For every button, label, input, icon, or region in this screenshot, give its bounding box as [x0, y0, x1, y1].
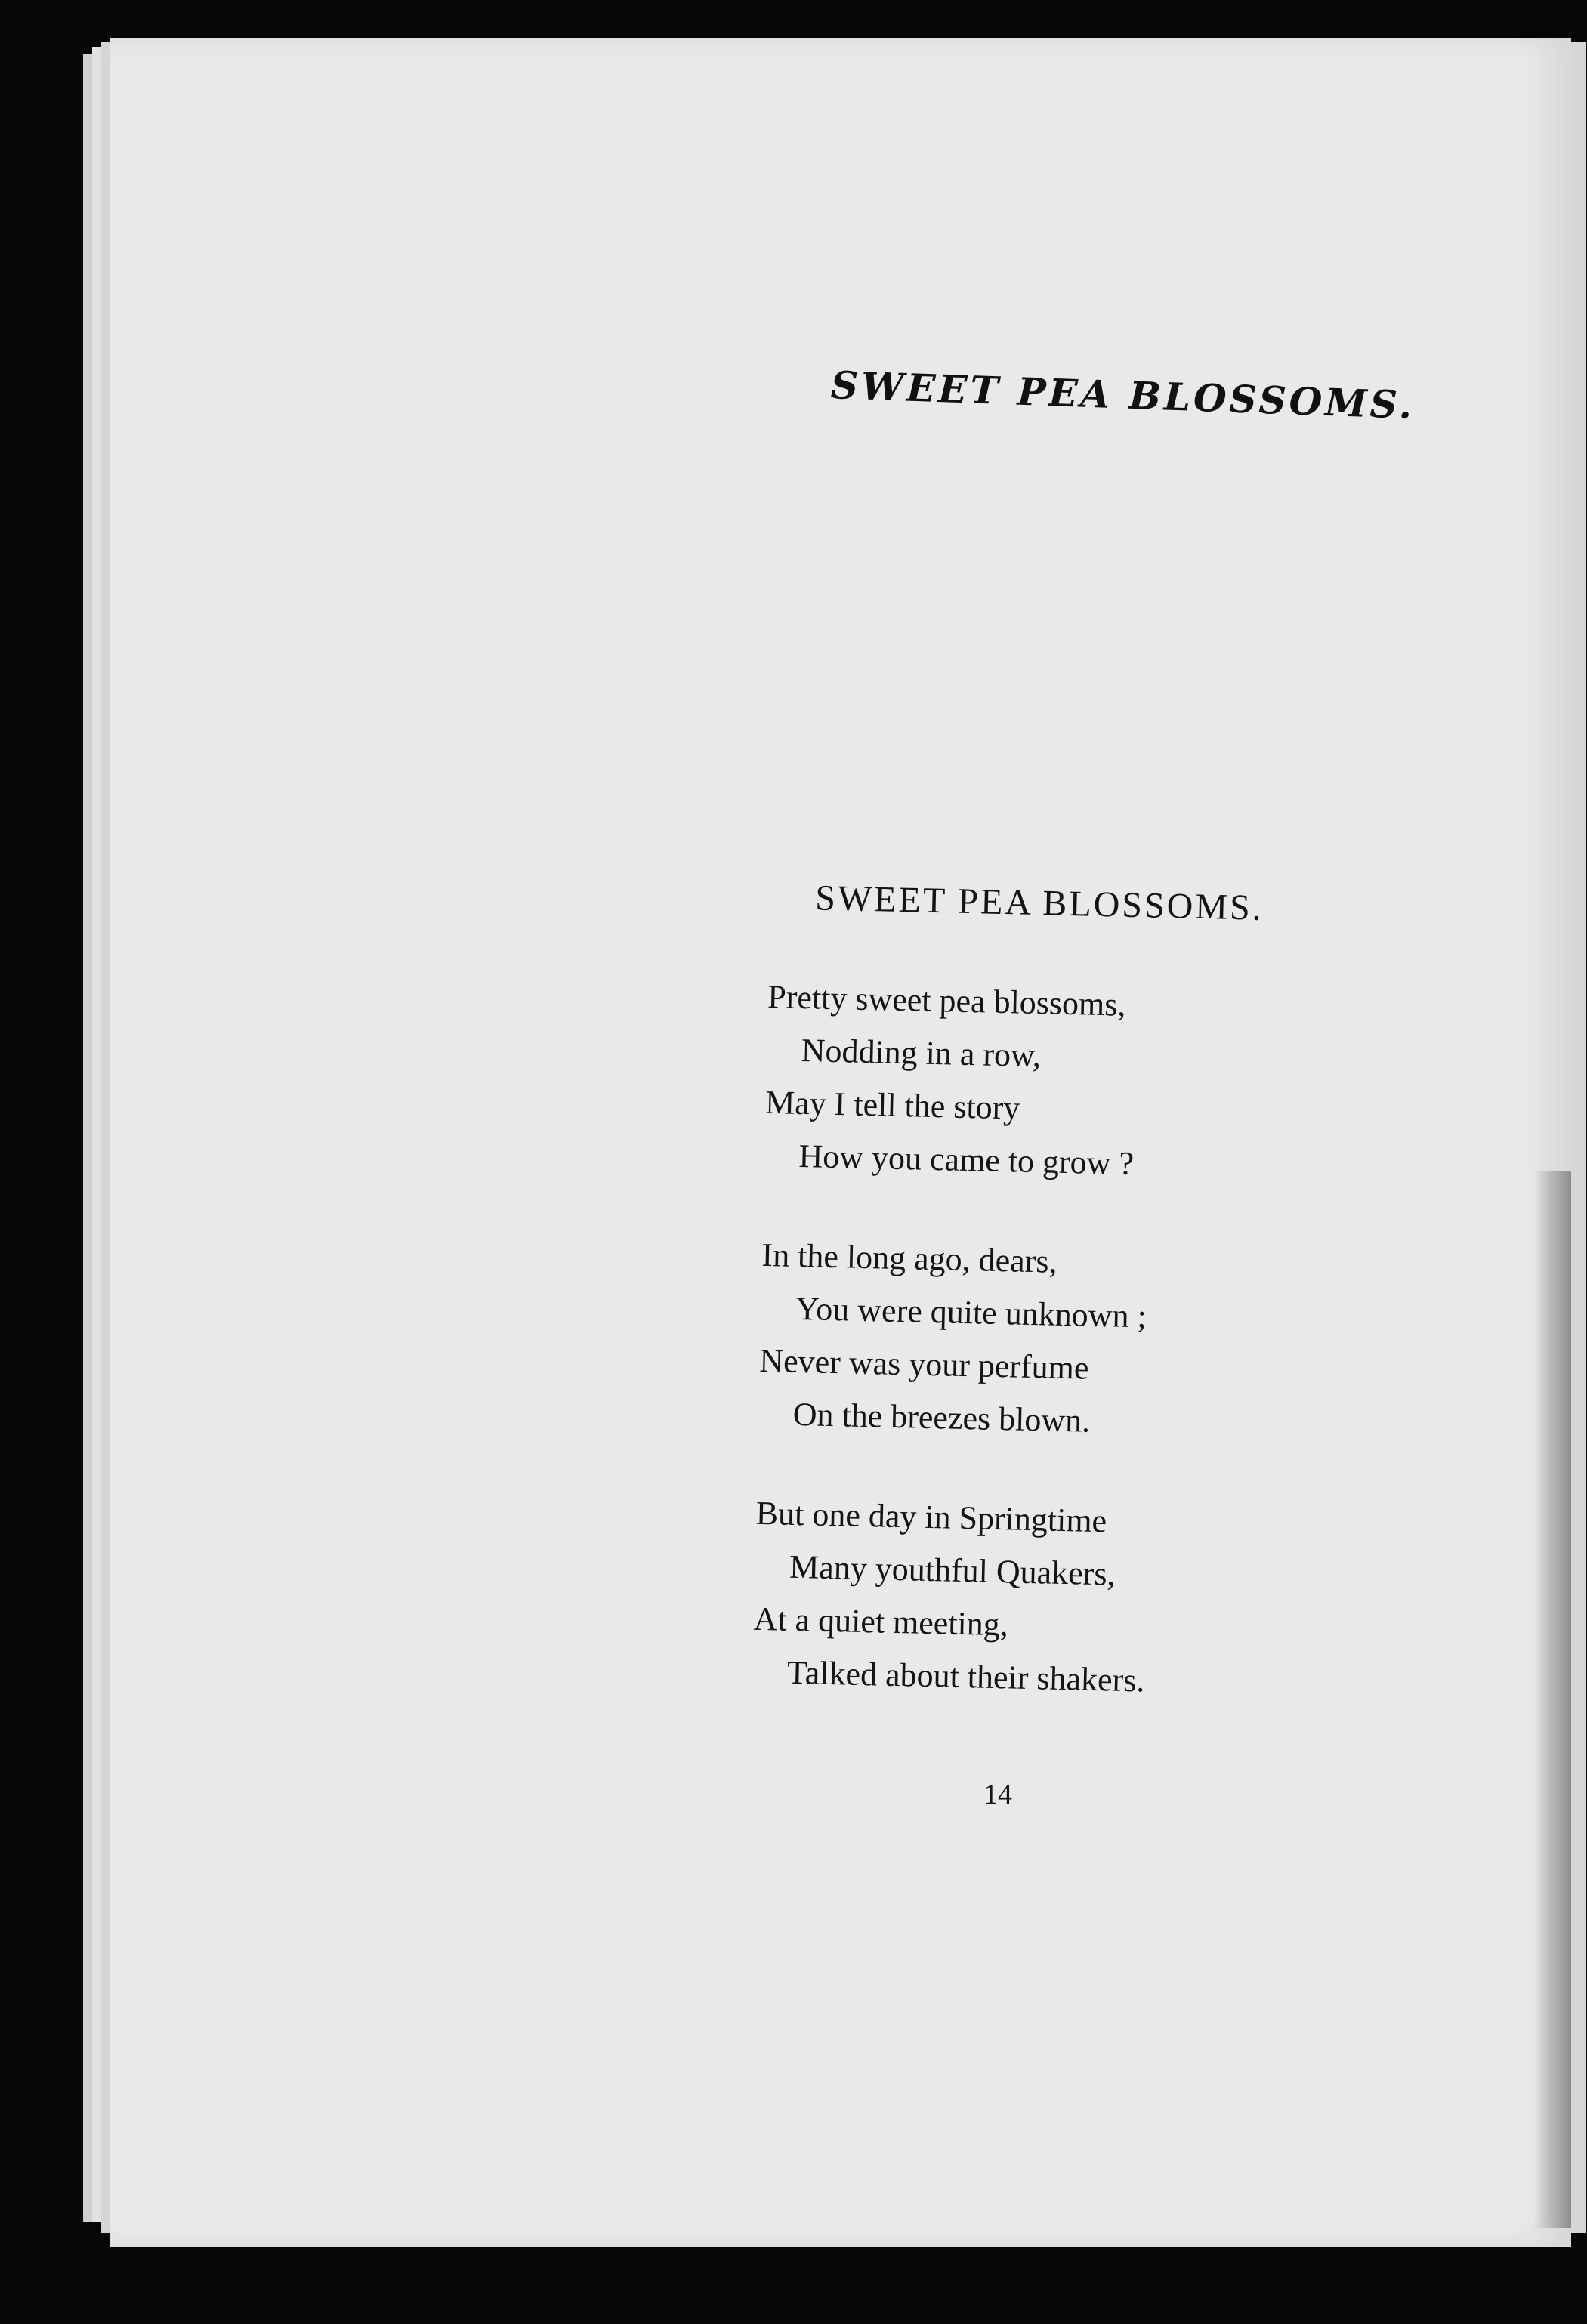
poem-line: May I tell the story	[764, 1083, 1020, 1127]
stanza	[752, 1487, 1330, 1711]
poem-line: Many youthful Quakers,	[789, 1548, 1116, 1593]
poem-line: Never was your perfume	[758, 1341, 1090, 1387]
poem-line: Talked about their shakers.	[786, 1653, 1145, 1699]
poem-line: How you came to grow ?	[798, 1137, 1135, 1183]
poem-line: Pretty sweet pea blossoms,	[767, 977, 1126, 1023]
page-number: 14	[983, 1779, 1012, 1810]
poem-line: On the breezes blown.	[792, 1395, 1091, 1440]
poem-line: But one day in Springtime	[755, 1494, 1107, 1540]
poem-line: At a quiet meeting,	[753, 1600, 1009, 1643]
poem	[751, 876, 1345, 1758]
stanza	[764, 971, 1342, 1195]
page-shadow	[1533, 1171, 1571, 2228]
stanza	[758, 1229, 1336, 1453]
poem-line: You were quite unknown ;	[795, 1289, 1147, 1335]
poem-title: SWEET PEA BLOSSOMS.	[814, 878, 1264, 928]
poem-line: Nodding in a row,	[801, 1031, 1042, 1075]
running-head: SWEET PEA BLOSSOMS.	[829, 363, 1416, 427]
poem-line: In the long ago, dears,	[761, 1236, 1058, 1280]
